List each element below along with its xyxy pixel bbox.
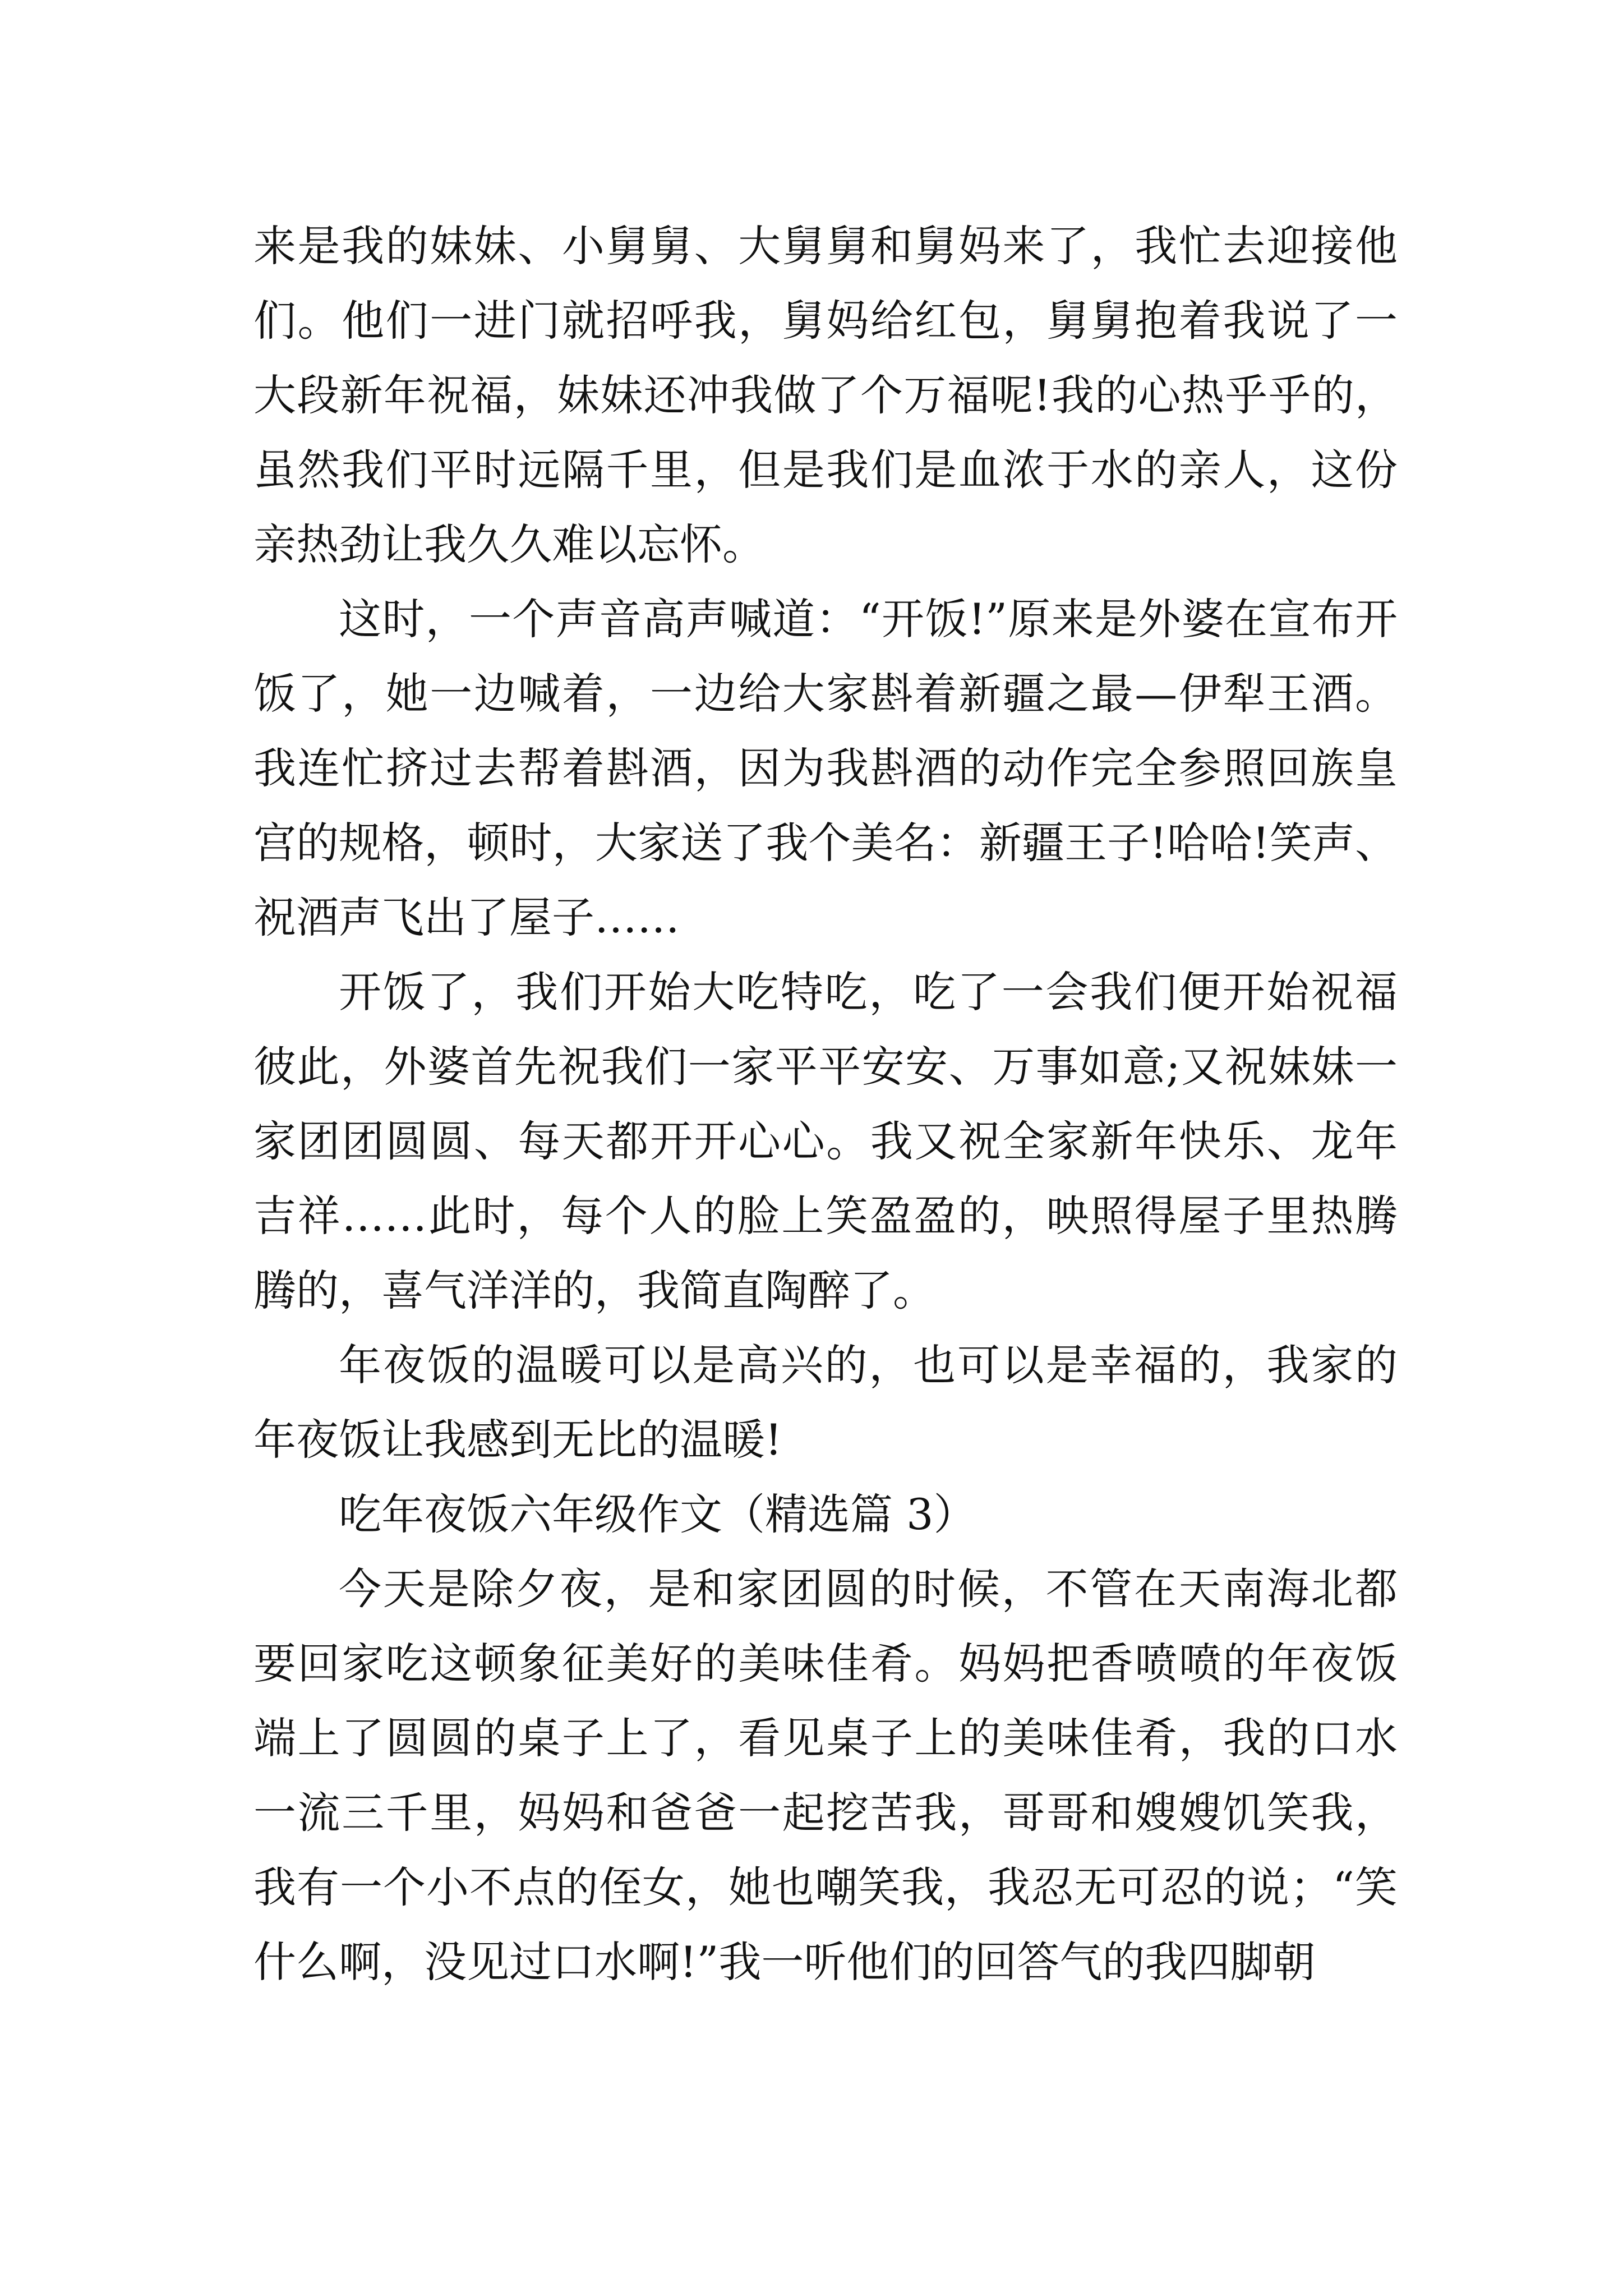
paragraph-continued: 来是我的妹妹、小舅舅、大舅舅和舅妈来了，我忙去迎接他们。他们一进门就招呼我，舅妈给红包，舅舅抱着我说了一大段新年祝福，妹妹还冲我做了个万福呢!我的心热乎乎的，虽然我们平时远隔千里，但是我们是血浓于水的亲人，这份亲热劲让我久久难以忘怀。 <box>253 221 1398 569</box>
document-body <box>253 209 1398 1999</box>
paragraph: 今天是除夕夜，是和家团圆的时候，不管在天南海北都要回家吃这顿象征美好的美味佳肴。妈妈把香喷喷的年夜饭端上了圆圆的桌子上了，看见桌子上的美味佳肴，我的口水一流三千里，妈妈和爸爸一起挖苦我，哥哥和嫂嫂饥笑我，我有一个小不点的侄女，她也嘲笑我，我忍无可忍的说；“笑什么啊，没见过口水啊!”我一听他们的回答气的我四脚朝 <box>253 1564 1398 1987</box>
paragraph: 开饭了，我们开始大吃特吃，吃了一会我们便开始祝福彼此，外婆首先祝我们一家平平安安、万事如意;又祝妹妹一家团团圆圆、每天都开开心心。我又祝全家新年快乐、龙年吉祥……此时，每个人的脸上笑盈盈的，映照得屋子里热腾腾的，喜气洋洋的，我简直陶醉了。 <box>253 967 1398 1315</box>
paragraph: 这时，一个声音高声喊道：“开饭!”原来是外婆在宣布开饭了，她一边喊着，一边给大家斟着新疆之最—伊犁王酒。我连忙挤过去帮着斟酒，因为我斟酒的动作完全参照回族皇宫的规格，顿时，大家送了我个美名：新疆王子!哈哈!笑声、祝酒声飞出了屋子…… <box>253 594 1398 942</box>
section-heading: 吃年夜饭六年级作文（精选篇 3） <box>339 1489 976 1539</box>
paragraph: 年夜饭的温暖可以是高兴的，也可以是幸福的，我家的年夜饭让我感到无比的温暖! <box>253 1340 1398 1465</box>
